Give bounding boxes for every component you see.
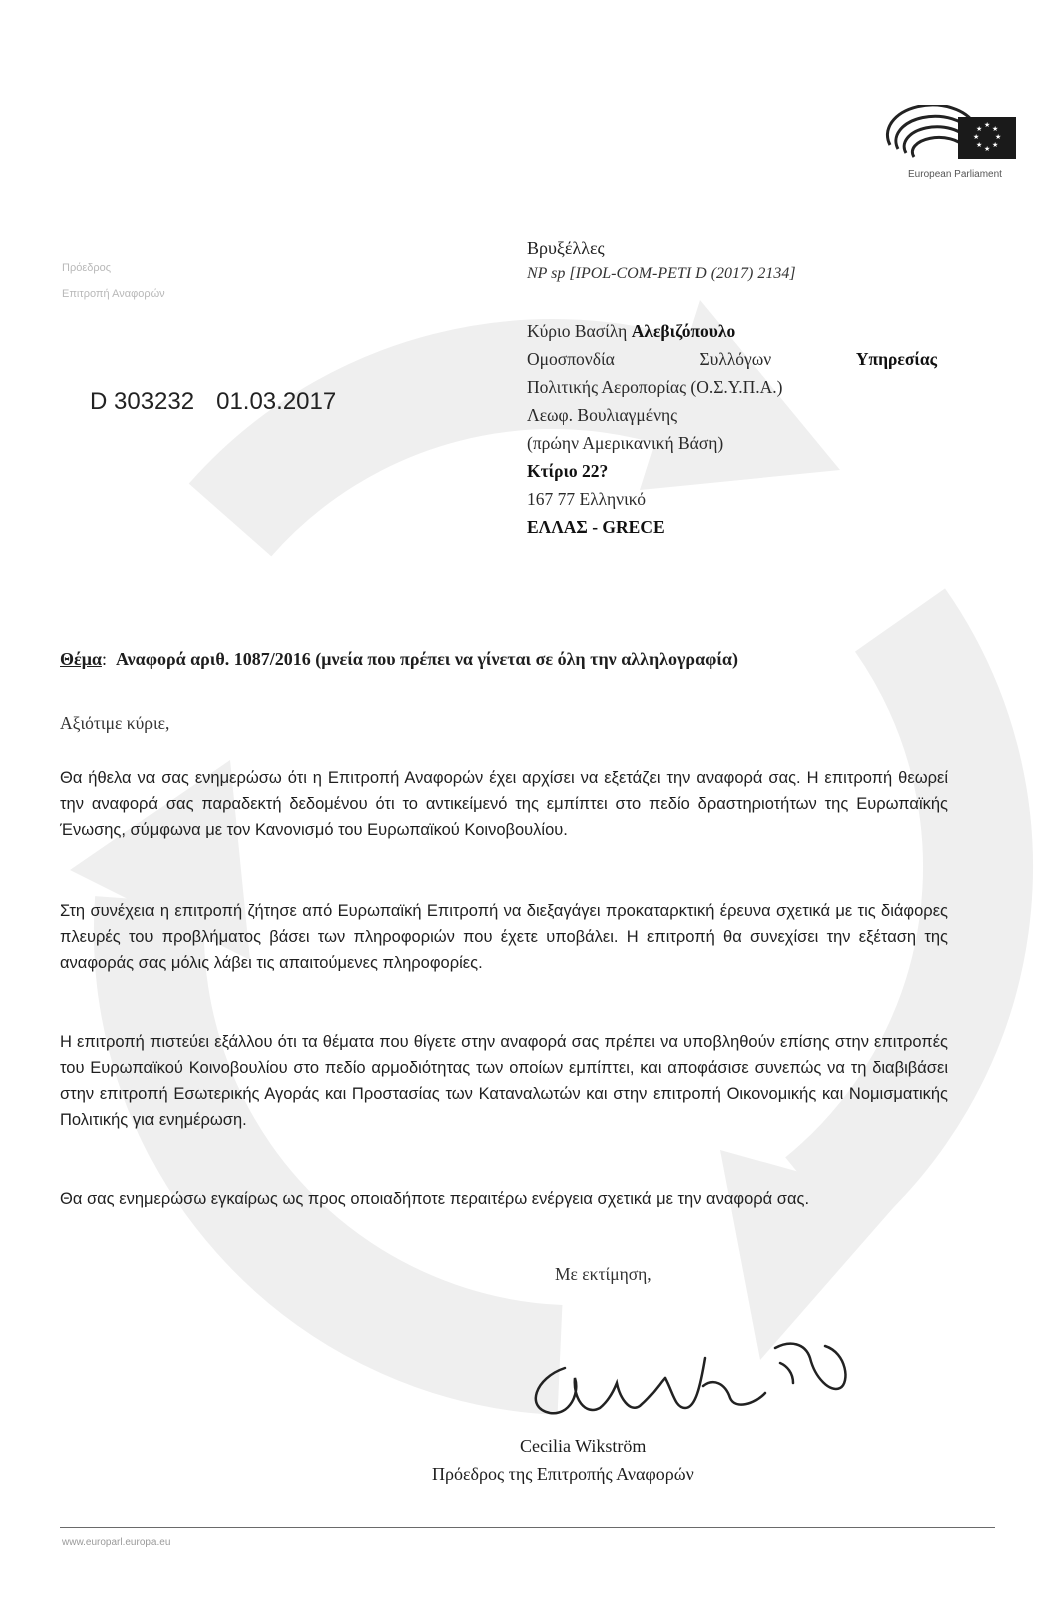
svg-text:★: ★: [984, 145, 991, 153]
svg-text:★: ★: [976, 125, 983, 133]
recipient-line-1: [527, 317, 937, 345]
svg-text:★: ★: [995, 133, 1002, 141]
letter-reference: NP sp [IPOL-COM-PETI D (2017) 2134]: [527, 265, 796, 282]
recipient-address: [527, 317, 937, 541]
subject-line: Θέμα: Αναφορά αριθ. 1087/2016 (μνεία που πρέπει να γίνεται σε όλη την αλληλογραφία): [60, 649, 738, 669]
document-reference: [90, 388, 336, 416]
recipient-word: Υπηρεσίας: [855, 349, 937, 369]
doc-number: D 303232: [90, 388, 195, 415]
signatory-title: Πρόεδρος της Επιτροπής Αναφορών: [432, 1464, 694, 1484]
sender-line-1: Πρόεδρος: [62, 262, 112, 274]
recipient-line-2: [527, 345, 937, 373]
footer-website: www.europarl.europa.eu: [62, 1537, 171, 1548]
recipient-word: Ομοσπονδία: [527, 349, 615, 369]
svg-text:★: ★: [973, 133, 980, 141]
svg-text:★: ★: [984, 121, 991, 129]
place-reference: [527, 236, 796, 286]
place: Βρυξέλλες: [527, 238, 605, 258]
signatory-block: [432, 1432, 694, 1488]
doc-date: 01.03.2017: [216, 388, 337, 415]
body-paragraph: Η επιτροπή πιστεύει εξάλλου ότι τα θέματα που θίγετε στην αναφορά σας πρέπει να υποβληθούν επίσης στην επιτροπές του Ευρωπαϊκού Κοινοβουλίου στο πεδίο αρμοδιότητας των οποίων εμπίπτει, και αποφάσισε συνεπώς να τη διαβιβάσει στην επιτροπή Εσωτερικής Αγοράς και Προστασίας των Καταναλωτών και στην επιτροπή Οικονομικής και Νομισματικής Πολιτικής για ενημέρωση.: [60, 1033, 948, 1129]
recipient-word: Συλλόγων: [699, 349, 772, 369]
closing: Με εκτίμηση,: [555, 1264, 652, 1284]
recipient-line-6: Κτίριο 22?: [527, 461, 609, 481]
salutation: Αξιότιμε κύριε,: [60, 713, 170, 733]
recipient-line-3: Πολιτικής Αεροπορίας (Ο.Σ.Υ.Π.Α.): [527, 377, 783, 397]
parliament-hemicycle-icon: [880, 105, 1030, 169]
european-parliament-logo: [880, 105, 1030, 185]
sender-line-2: Επιτροπή Αναφορών: [62, 288, 165, 300]
recipient-line-4: Λεωφ. Βουλιαγμένης: [527, 405, 678, 425]
logo-text: European Parliament: [908, 169, 1002, 180]
recipient-salutation: Κύριο Βασίλη: [527, 321, 632, 341]
subject-text: Αναφορά αριθ. 1087/2016 (μνεία που πρέπει να γίνεται σε όλη την αλληλογραφία): [115, 649, 738, 669]
subject-label: Θέμα: [60, 649, 102, 669]
body-paragraph: Θα σας ενημερώσω εγκαίρως ως προς οποιαδήποτε περαιτέρω ενέργεια σχετικά με την αναφορά σας.: [60, 1190, 810, 1208]
svg-text:★: ★: [976, 141, 983, 149]
recipient-line-8: ΕΛΛΑΣ - GRECE: [527, 517, 665, 537]
recipient-line-7: 167 77 Ελληνικό: [527, 489, 646, 509]
svg-text:★: ★: [992, 125, 999, 133]
sender-block: [62, 255, 165, 307]
signatory-name: Cecilia Wikström: [520, 1436, 647, 1456]
body-paragraph: Στη συνέχεια η επιτροπή ζήτησε από Ευρωπαϊκή Επιτροπή να διεξαγάγει προκαταρκτική έρευνα σχετικά με τις διάφορες πλευρές του προβλήματος βάσει των πληροφοριών που έχετε υποβάλει. Η επιτροπή θα συνεχίσει την εξέταση της αναφοράς σας μόλις λάβει τις απαιτούμενες πληροφορίες.: [60, 902, 948, 972]
body-paragraph: Θα ήθελα να σας ενημερώσω ότι η Επιτροπή Αναφορών έχει αρχίσει να εξετάζει την αναφορά σας. Η επιτροπή θεωρεί την αναφορά σας παραδεκτή δεδομένου ότι το αντικείμενό της εμπίπτει στο πεδίο δραστηριοτήτων της Ευρωπαϊκής Ένωσης, σύμφωνα με τον Κανονισμό του Ευρωπαϊκού Κοινοβουλίου.: [60, 769, 948, 839]
svg-text:★: ★: [992, 141, 999, 149]
handwritten-signature: [525, 1338, 855, 1428]
recipient-line-5: (πρώην Αμερικανική Βάση): [527, 433, 724, 453]
recipient-name: Αλεβιζόπουλο: [631, 321, 736, 341]
footer-divider: [60, 1527, 995, 1528]
